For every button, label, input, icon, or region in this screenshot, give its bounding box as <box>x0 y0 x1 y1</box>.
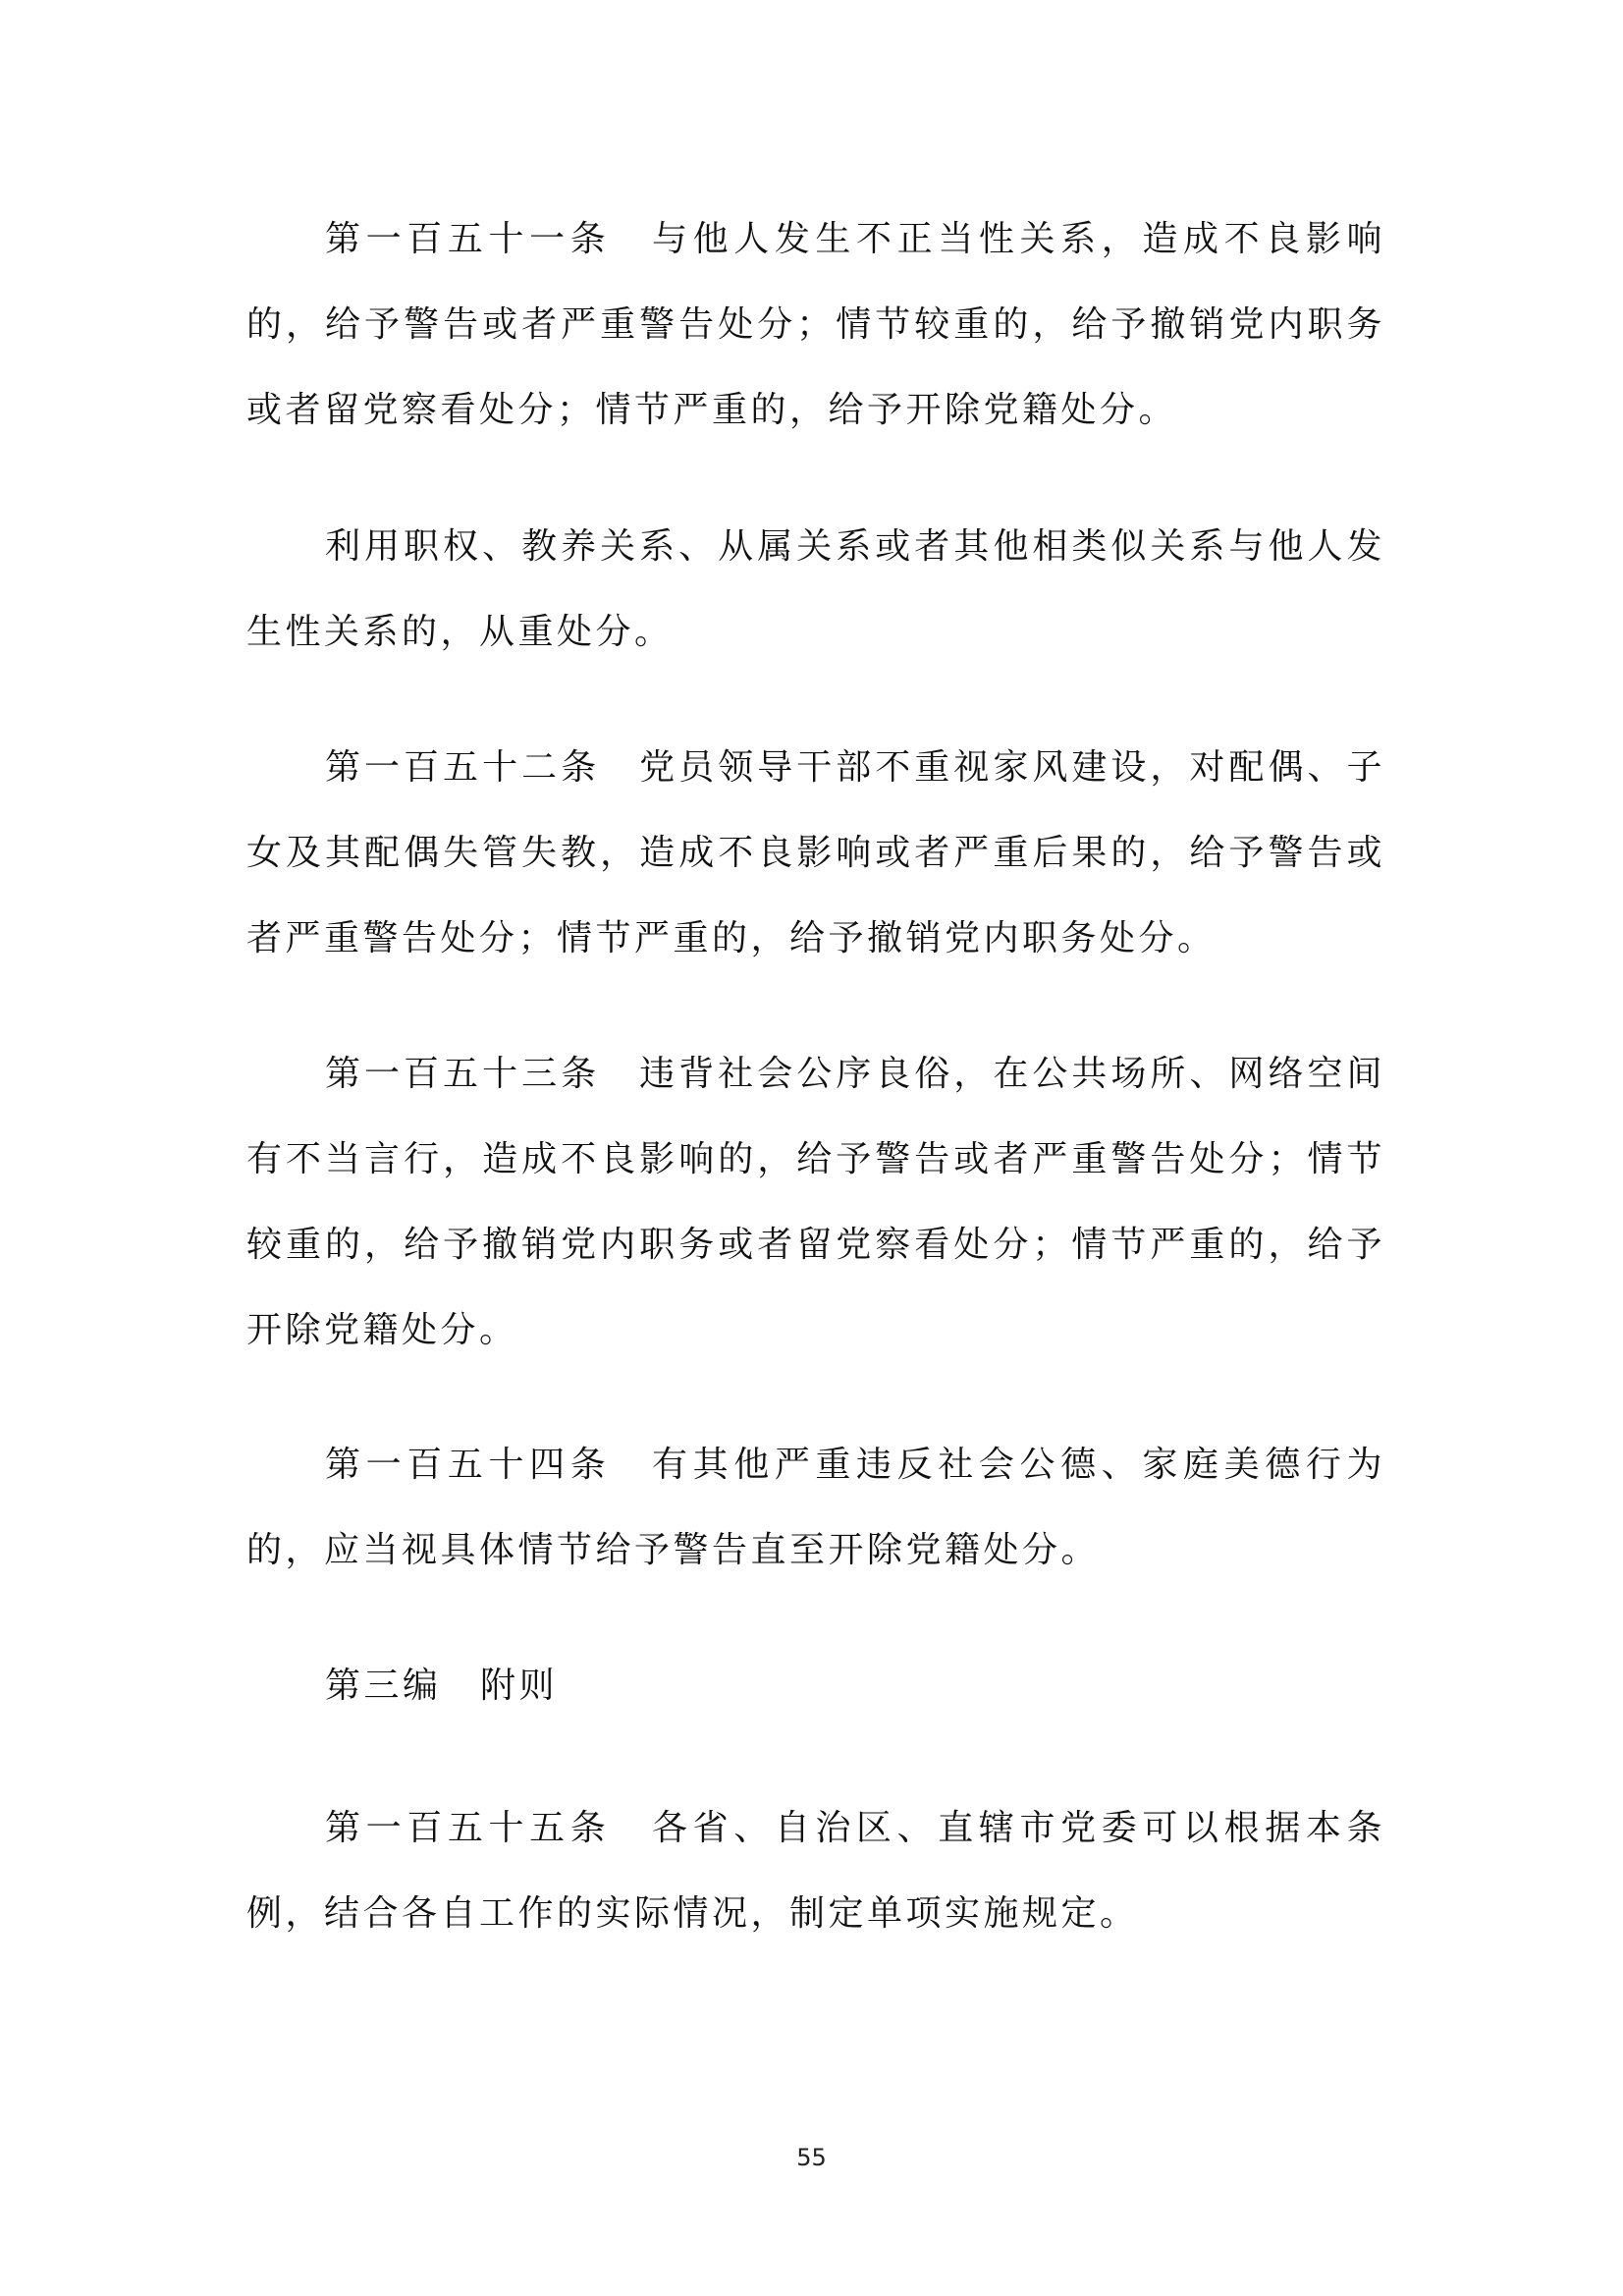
article-151-paragraph: 第一百五十一条 与他人发生不正当性关系，造成不良影响的，给予警告或者严重警告处分；情节较重的，给予撤销党内职务或者留党察看处分；情节严重的，给予开除党籍处分。 <box>246 219 1385 430</box>
part-three-heading: 第三编 附则 <box>325 1666 559 1706</box>
article-155-paragraph: 第一百五十五条 各省、自治区、直辖市党委可以根据本条例，结合各自工作的实际情况，制定单项实施规定。 <box>246 1808 1385 1934</box>
article-151-supplement-paragraph: 利用职权、教养关系、从属关系或者其他相类似关系与他人发生性关系的，从重处分。 <box>246 526 1385 652</box>
article-152-paragraph: 第一百五十二条 党员领导干部不重视家风建设，对配偶、子女及其配偶失管失教，造成不良影响或者严重后果的，给予警告或者严重警告处分；情节严重的，给予撤销党内职务处分。 <box>246 747 1385 958</box>
article-153-paragraph: 第一百五十三条 违背社会公序良俗，在公共场所、网络空间有不当言行，造成不良影响的，给予警告或者严重警告处分；情节较重的，给予撤销党内职务或者留党察看处分；情节严重的，给予开除党籍处分。 <box>246 1054 1385 1350</box>
article-154-paragraph: 第一百五十四条 有其他严重违反社会公德、家庭美德行为的，应当视具体情节给予警告直至开除党籍处分。 <box>246 1445 1385 1570</box>
page-number: 55 <box>796 2144 827 2171</box>
